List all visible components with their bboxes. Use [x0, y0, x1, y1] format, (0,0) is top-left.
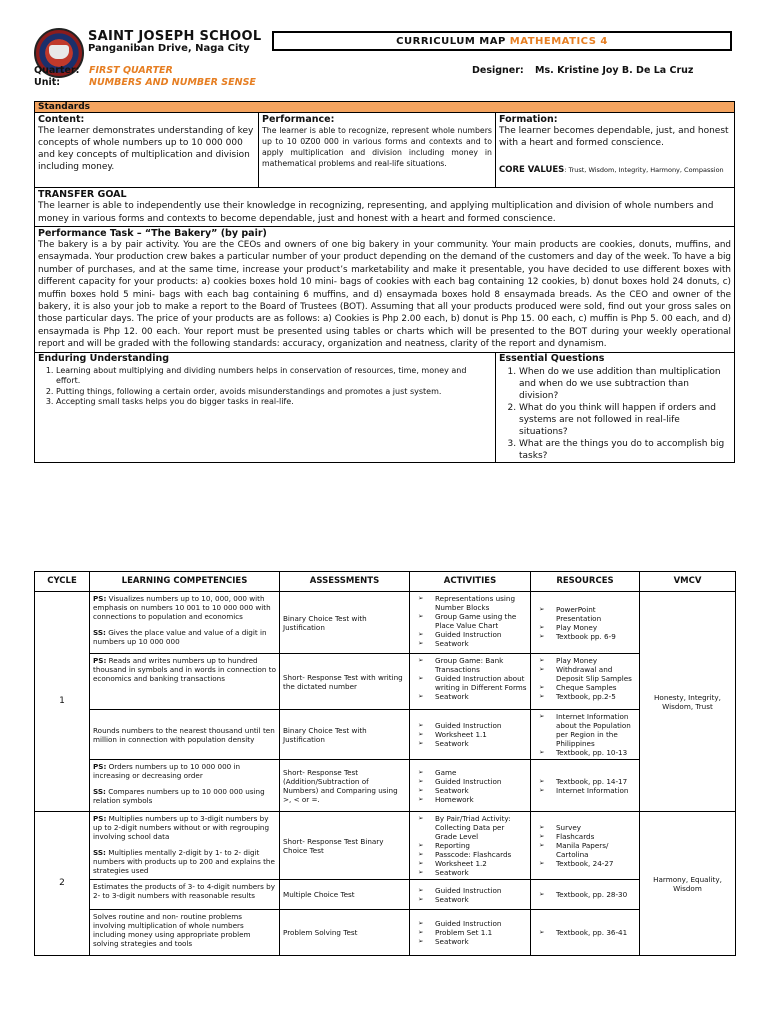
table-row	[35, 654, 736, 710]
ps-text: Visualizes numbers up to 10, 000, 000 with emphasis on numbers 10 001 to 10 000 000 with connections to population and economics	[93, 594, 271, 621]
list-item: ➢ Group Game using the Place Value Chart	[413, 612, 527, 630]
ps-text: Estimates the products of 3- to 4-digit numbers by 2- to 3-digit numbers with reasonable results	[93, 882, 275, 900]
essential-questions-cell	[496, 352, 735, 462]
list-item: ➢ Guided Instruction	[413, 630, 527, 639]
enduring-understanding-cell	[35, 352, 496, 462]
resources-cell	[531, 760, 640, 812]
activities-cell	[410, 812, 531, 880]
list-item: 1. Learning about multiplying and dividing numbers helps in conservation of resources, time, money and effort.	[56, 366, 492, 387]
table-row	[35, 880, 736, 910]
competency-cell	[90, 910, 280, 956]
activities-cell	[410, 710, 531, 760]
core-values-text: : Trust, Wisdom, Integrity, Harmony, Compassion	[564, 166, 724, 174]
list-item: ➢ Textbook, pp. 36-41	[534, 928, 636, 937]
document-title	[272, 31, 732, 51]
list-item: ➢ Textbook, pp. 14-17	[534, 777, 636, 786]
list-item: ➢ Guided Instruction	[413, 777, 527, 786]
vmcv-cell: Harmony, Equality, Wisdom	[640, 812, 736, 956]
ss-text: Multiplies mentally 2-digit by 1- to 2- digit numbers with products up to 200 and explains the strategies used	[93, 848, 275, 875]
competency-cell	[90, 592, 280, 654]
list-item: ➢ Worksheet 1.1	[413, 730, 527, 739]
table-row	[35, 760, 736, 812]
essential-questions-label: Essential Questions	[499, 352, 605, 364]
content-text: The learner demonstrates understanding of key concepts of whole numbers up to 10 000 000 and key concepts of multiplication and division including money.	[38, 126, 254, 172]
competency-cell	[90, 880, 280, 910]
ps-text: Multiplies numbers up to 3-digit numbers by up to 2-digit numbers without or with regrouping involving school data	[93, 814, 270, 841]
resources-cell	[531, 654, 640, 710]
activities-cell	[410, 880, 531, 910]
list-item: ➢ Textbook, pp. 28-30	[534, 890, 636, 899]
ps-text: Orders numbers up to 10 000 000 in increasing or decreasing order	[93, 762, 241, 780]
list-item: ➢ Textbook pp. 6-9	[534, 632, 636, 641]
enduring-understanding-list	[38, 366, 492, 408]
designer-label: Designer:	[472, 65, 524, 76]
performance-task-text: The bakery is a by pair activity. You are the CEOs and owners of one big bakery in your community. Your main products are cookies, donuts, muffins, and ensaymada. Your production crew bakes a particular number of your product depending on the demand of the customers and day of the week. To have a big number of purchases, and at the same time, increase your product’s marketability and make it presentable, you have decided to use different boxes with different capacity for your products: a) cookies boxes hold 10 mini- bags of cookies with each bag containing 12 cookies, b) donut boxes hold 24 donuts, c) muffin boxes hold 5 mini- bags with each bag containing 6 muffins, and d) ensaymada boxes hold 8 ensaymada breads. As the CEO and owner of the bakery, it is also your job to make a report to the Board of Trustees (BOT). Assuming that all your products produced were sold, find out your gross sales on those particular days. The price of your products are as follows: a) Cookies is Php 2.00 each, b) donut is Php 15. 00 each, c) muffin is Php 5. 00 each, and d) ensaymada is Php 12. 00 each. Your report must be presented using tables or charts which will be presented to the BOT during your weekly operational report and will be graded with the following standards: accuracy, organization and neatness, clarity of the report and dynamism.	[38, 240, 731, 350]
assessment-cell: Problem Solving Test	[280, 910, 410, 956]
quarter-label: Quarter:	[34, 65, 80, 76]
ps-label: PS:	[93, 594, 107, 603]
ss-label: SS:	[93, 848, 106, 857]
resources-cell	[531, 880, 640, 910]
cycle-number: 2	[35, 812, 90, 956]
list-item: ➢ Textbook, pp.2-5	[534, 692, 636, 701]
table-row	[35, 812, 736, 880]
transfer-goal-cell	[35, 188, 735, 227]
standards-heading: Standards	[35, 102, 735, 113]
ps-label: PS:	[93, 814, 107, 823]
list-item: ➢ Seatwork	[413, 692, 527, 701]
column-header: ACTIVITIES	[410, 572, 531, 592]
core-values-label: CORE VALUES	[499, 165, 565, 175]
list-item: 2. Putting things, following a certain order, avoids misunderstandings and promotes a just system.	[56, 387, 492, 398]
list-item: ➢ Guided Instruction	[413, 919, 527, 928]
resources-cell	[531, 910, 640, 956]
table-row	[35, 910, 736, 956]
performance-text: The learner is able to recognize, represent whole numbers up to 10 0Z00 000 in various forms and contexts and to apply multiplication and division including money in mathematical problems and real-life situations.	[262, 126, 492, 168]
column-header: LEARNING COMPETENCIES	[90, 572, 280, 592]
list-item: 2. What do you think will happen if orders and systems are not followed in real-life situations?	[519, 402, 731, 438]
core-values	[499, 165, 731, 175]
assessment-cell: Multiple Choice Test	[280, 880, 410, 910]
column-header: ASSESSMENTS	[280, 572, 410, 592]
school-address: Panganiban Drive, Naga City	[88, 43, 250, 54]
assessment-cell: Binary Choice Test with Justification	[280, 710, 410, 760]
cycle-number: 1	[35, 592, 90, 812]
formation-label: Formation:	[499, 114, 558, 125]
resources-cell	[531, 592, 640, 654]
list-item: ➢ Passcode: Flashcards	[413, 850, 527, 859]
essential-questions-list	[499, 366, 731, 462]
list-item: ➢ Reporting	[413, 841, 527, 850]
competency-cell	[90, 812, 280, 880]
activities-cell	[410, 654, 531, 710]
activities-cell	[410, 592, 531, 654]
resources-cell	[531, 812, 640, 880]
ps-text: Rounds numbers to the nearest thousand until ten million in connection with population density	[93, 725, 275, 744]
enduring-understanding-label: Enduring Understanding	[38, 352, 170, 364]
list-item: ➢ Internet Information about the Population per Region in the Philippines	[534, 712, 636, 748]
list-item: ➢ Textbook, 24-27	[534, 859, 636, 868]
list-item: ➢ Homework	[413, 795, 527, 804]
column-header: VMCV	[640, 572, 736, 592]
competency-cell	[90, 654, 280, 710]
column-header: RESOURCES	[531, 572, 640, 592]
standards-table	[34, 101, 735, 463]
column-header: CYCLE	[35, 572, 90, 592]
formation-cell	[496, 113, 735, 188]
ps-label: PS:	[93, 762, 107, 771]
performance-task-cell	[35, 227, 735, 353]
content-cell	[35, 113, 259, 188]
list-item: ➢ Guided Instruction about writing in Different Forms	[413, 674, 527, 692]
table-header-row	[35, 572, 736, 592]
assessment-cell: Short- Response Test Binary Choice Test	[280, 812, 410, 880]
performance-cell	[259, 113, 496, 188]
transfer-goal-label: TRANSFER GOAL	[38, 189, 127, 200]
quarter-value: FIRST QUARTER	[89, 65, 173, 76]
competency-cell	[90, 760, 280, 812]
list-item: ➢ By Pair/Triad Activity: Collecting Data per Grade Level	[413, 814, 527, 841]
list-item: ➢ Play Money	[534, 656, 636, 665]
list-item: ➢ Play Money	[534, 623, 636, 632]
list-item: ➢ Flashcards	[534, 832, 636, 841]
list-item: ➢ Seatwork	[413, 895, 527, 904]
assessment-cell: Binary Choice Test with Justification	[280, 592, 410, 654]
designer-value: Ms. Kristine Joy B. De La Cruz	[535, 65, 694, 76]
formation-text: The learner becomes dependable, just, and honest with a heart and formed conscience.	[499, 126, 729, 148]
list-item: 3. What are the things you do to accomplish big tasks?	[519, 438, 731, 462]
activities-cell	[410, 910, 531, 956]
unit-label: Unit:	[34, 77, 61, 88]
activities-cell	[410, 760, 531, 812]
transfer-goal-text: The learner is able to independently use their knowledge in recognizing, representing, and applying multiplication and division of whole numbers and money in various forms and contexts to become dependable, just and honest with a heart and formed conscience.	[38, 201, 714, 224]
title-subject: MATHEMATICS 4	[509, 36, 608, 47]
competency-cell	[90, 710, 280, 760]
assessment-cell: Short- Response Test (Addition/Subtraction of Numbers) and Comparing using >, < or =.	[280, 760, 410, 812]
list-item: ➢ Textbook, pp. 10-13	[534, 748, 636, 757]
ss-label: SS:	[93, 628, 106, 637]
resources-cell	[531, 710, 640, 760]
assessment-cell: Short- Response Test with writing the dictated number	[280, 654, 410, 710]
list-item: ➢ Seatwork	[413, 937, 527, 946]
vmcv-cell: Honesty, Integrity, Wisdom, Trust	[640, 592, 736, 812]
list-item: ➢ Problem Set 1.1	[413, 928, 527, 937]
list-item: ➢ Seatwork	[413, 868, 527, 877]
list-item: ➢ Representations using Number Blocks	[413, 594, 527, 612]
content-label: Content:	[38, 114, 85, 125]
performance-label: Performance:	[262, 114, 335, 125]
curriculum-table	[34, 571, 736, 956]
ss-label: SS:	[93, 787, 106, 796]
list-item: ➢ Internet Information	[534, 786, 636, 795]
ps-label: PS:	[93, 656, 107, 665]
title-prefix: CURRICULUM MAP	[396, 36, 506, 47]
ss-text: Compares numbers up to 10 000 000 using relation symbols	[93, 787, 265, 805]
list-item: ➢ Guided Instruction	[413, 886, 527, 895]
list-item: ➢ Guided Instruction	[413, 721, 527, 730]
list-item: ➢ Seatwork	[413, 739, 527, 748]
list-item: ➢ Cheque Samples	[534, 683, 636, 692]
list-item: 3. Accepting small tasks helps you do bigger tasks in real-life.	[56, 397, 492, 408]
list-item: ➢ Seatwork	[413, 786, 527, 795]
school-name: SAINT JOSEPH SCHOOL	[88, 29, 262, 44]
ps-text: Reads and writes numbers up to hundred thousand in symbols and in words in connection to economics and banking transactions	[93, 656, 276, 683]
table-row	[35, 710, 736, 760]
list-item: ➢ Group Game: Bank Transactions	[413, 656, 527, 674]
unit-value: NUMBERS AND NUMBER SENSE	[89, 77, 256, 88]
list-item: ➢ Game	[413, 768, 527, 777]
ps-text: Solves routine and non- routine problems involving multiplication of whole numbers including money using appropriate problem solving strategies and tools	[93, 912, 251, 948]
list-item: ➢ Worksheet 1.2	[413, 859, 527, 868]
designer	[472, 65, 693, 76]
list-item: ➢ Seatwork	[413, 639, 527, 648]
table-row	[35, 592, 736, 654]
list-item: ➢ Withdrawal and Deposit Slip Samples	[534, 665, 636, 683]
ss-text: Gives the place value and value of a digit in numbers up 10 000 000	[93, 628, 267, 646]
list-item: ➢ PowerPoint Presentation	[534, 605, 636, 623]
performance-task-label: Performance Task – “The Bakery” (by pair)	[38, 228, 267, 239]
list-item: ➢ Manila Papers/ Cartolina	[534, 841, 636, 859]
list-item: 1. When do we use addition than multiplication and when do we use subtraction than division?	[519, 366, 731, 402]
list-item: ➢ Survey	[534, 823, 636, 832]
